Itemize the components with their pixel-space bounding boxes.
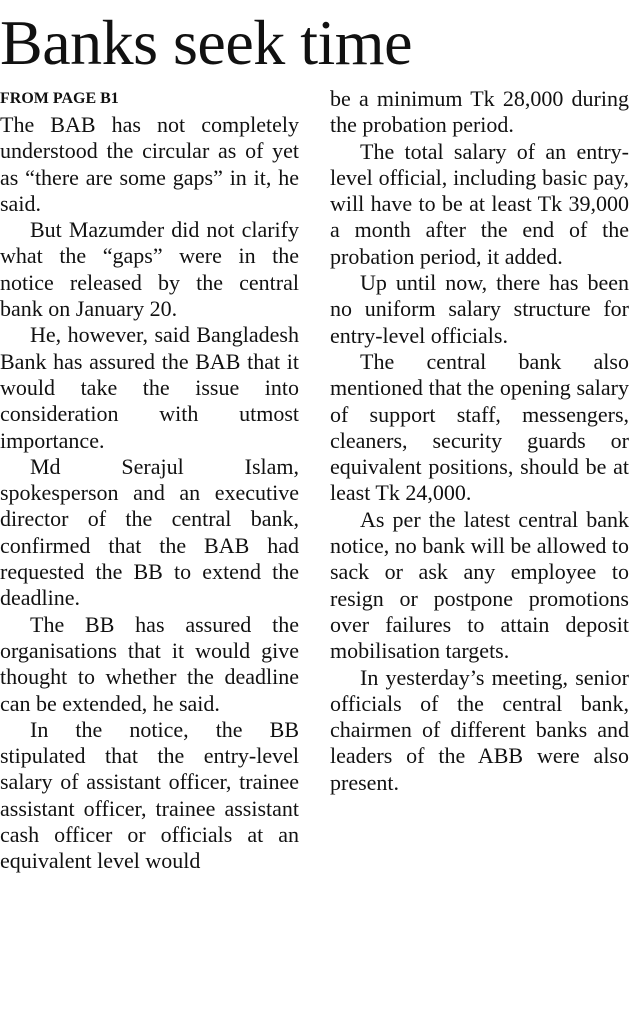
column-left bbox=[0, 86, 299, 875]
paragraph: The BB has assured the organisations that it would give thought to whether the deadline can be extended, he said. bbox=[0, 611, 299, 716]
paragraph: As per the latest central bank notice, no bank will be allowed to sack or ask any employee to resign or postpone promotions over failures to attain deposit mobilisation targets. bbox=[330, 506, 629, 664]
paragraph: The central bank also mentioned that the opening salary of support staff, messengers, cleaners, security guards or equivalent positions, should be at least Tk 24,000. bbox=[330, 348, 629, 506]
article-body bbox=[0, 86, 629, 875]
paragraph: He, however, said Bangladesh Bank has assured the BAB that it would take the issue into consideration with utmost importance. bbox=[0, 322, 299, 453]
paragraph: Up until now, there has been no uniform salary structure for entry-level officials. bbox=[330, 270, 629, 348]
paragraph: be a minimum Tk 28,000 during the probation period. bbox=[330, 86, 629, 138]
paragraph: The BAB has not completely understood the circular as of yet as “there are some gaps” in it, he said. bbox=[0, 112, 299, 216]
paragraph: But Mazumder did not clarify what the “gaps” were in the notice released by the central bank on January 20. bbox=[0, 217, 299, 322]
paragraph: Md Serajul Islam, spokesperson and an executive director of the central bank, confirmed that the BAB had requested the BB to extend the deadline. bbox=[0, 453, 299, 611]
paragraph: In the notice, the BB stipulated that the entry-level salary of assistant officer, trainee assistant officer, trainee assistant cash officer or officials at an equivalent level would bbox=[0, 716, 299, 874]
headline: Banks seek time bbox=[0, 7, 412, 78]
paragraph: The total salary of an entry-level official, including basic pay, will have to be at least Tk 39,000 a month after the end of the probation period, it added. bbox=[330, 138, 629, 269]
paragraph: In yesterday’s meeting, senior officials of the central bank, chairmen of different banks and leaders of the ABB were also present. bbox=[330, 664, 629, 795]
continuation-kicker: FROM PAGE B1 bbox=[0, 90, 119, 107]
column-right bbox=[330, 86, 629, 875]
